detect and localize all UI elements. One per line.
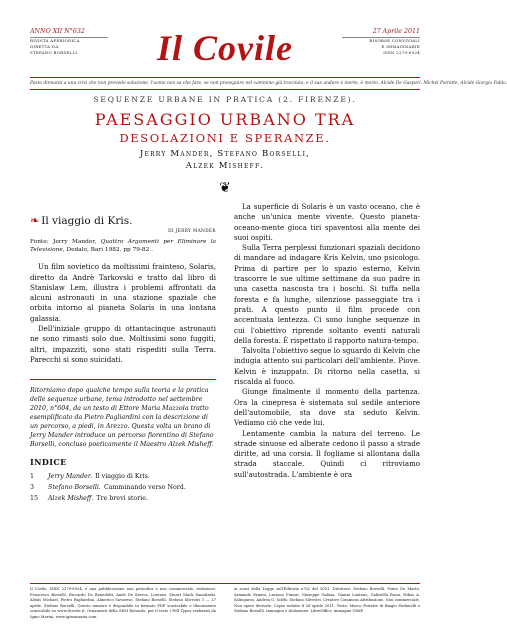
headline-line1: PAESAGGIO URBANO TRA [94, 110, 356, 129]
paragraph: Talvolta l'obiettivo segue lo sguardo di Kelvin che indugia attento sui particolari dell'ambiente. Piove. Kelvin è inzuppato. Di ritorno nella casetta, si riscalda al fuoco. [234, 346, 420, 387]
index-item[interactable] [30, 471, 216, 482]
right-column [234, 202, 420, 548]
index-author: Alzek Misheff. [48, 494, 94, 502]
motto-divider [30, 89, 420, 90]
masthead-right-line: RISORSE CONVIVIALI [369, 38, 420, 43]
left-column [30, 202, 216, 548]
index-item[interactable] [30, 482, 216, 493]
masthead [30, 28, 420, 74]
masthead-divider [30, 77, 420, 78]
paragraph: Dell'iniziale gruppo di ottantacinque astronauti ne sono rimasti solo due. Moltissimi sono fuggiti, altri, impazziti, sono stati rispediti sulla Terra. Parecchi si sono suicidati. [30, 324, 216, 364]
paragraph: Giunge finalmente il momento della partenza. Ora la cinepresa è sistemata sul sedile anteriore dell'automobile, sta dove sta seduto Kelvin. Vediamo ciò che vede lui. [234, 387, 420, 428]
masthead-left-line: STEFANO BORSELLI [30, 50, 78, 55]
masthead-left-line: RIVISTA APERIODICA [30, 38, 80, 43]
index-page: 3 [30, 483, 35, 491]
paragraph: Sulla Terra perplessi funzionari spaziali decidono di mandare ad indagare Kris Kelvin, uno psicologo. Prima di partire per lo spazio esterno, Kelvin trascorre le sue ultime settimane da suo padre in una casetta nascosta tra i boschi. Si tuffa nella foresta e fa lunghe, silenziose passeggiate tra i prati. A questo punto il film procede con accentuata lentezza. Ci sono lunghe sequenze in cui l'obiettivo riprende soltanto eventi naturali della foresta. È rispettato il rapporto natura-tempo. [234, 243, 420, 345]
paragraph: La superficie di Solaris è un vasto oceano, che è anche un'unica mente vivente. Questo pianeta-oceano-mente gioca tiri spaventosi alla mente dei suoi ospiti. [234, 202, 420, 242]
index-author: Jerry Mander. [48, 472, 93, 480]
colophon-right: ai sensi della Legge sull'Editoria n°62 del 2001. Direttore: Stefano Borselli. Ponte De Marte, Armando Ermini, Luciano Funari, Giuseppe Gulizia, Gianni Lontano, Gabriella Rossi, Nikos A. Salingaros, Andrea G. Sciffo, Stefano Silvestri. Creative Commons Attribuzione. Non commerciale. Non opere derivate. Copia redatto il 26 aprile 2011. Testo: Marco Poirette di Biagio Stefanelli e Stefano Borselli. Immagini e titolazione: LibreOffice, immagini GIMP. [234, 587, 420, 614]
index-heading: INDICE [30, 457, 67, 468]
article-columns [30, 202, 420, 548]
article-source [30, 238, 216, 254]
colophon-left: Il Covile, ISSN 2279-6924, è una pubblicazione non periodica e non commerciale, redazione: Francesco Borselli, Riccardo De Benedetti, Aude De Kerros, Lorenzo, Stuart Mack Samulaski, Alexis Michael, Pietro Pagliardini, Almerico Savarese, Stefano Borselli. Stefano Silvestri 1 — 27 aprile. Stefano Borselli. Questo numero è disponibile in formato PDF scaricabile e liberamente scaricabile su www.ilcovile.it. Ornamenti della SEM Rotondo, per il testo i Fell Types realizzati da Igino Marini, www.iginomarini.com. [30, 587, 216, 619]
source-suffix: , Dedalo, Bari 1982. pp 79-82 . [62, 247, 153, 254]
index-item[interactable] [30, 493, 216, 504]
authors [30, 148, 420, 172]
index-text: Camminando verso Nord. [103, 483, 186, 491]
masthead-right-line: E IMMAGINARIE [381, 44, 420, 49]
source-book: Quattro Argomenti per Eliminare la Televisione [30, 239, 217, 254]
paragraph: Lentamente cambia la natura del terreno. Le strade sinuose ed alberate cedono il passo a strade diritte, ad una corsia. Il fogliame si allontana dalla strada staccale. Quindi ci ritroviamo sull'autostrada. L'ambiente è ora [234, 428, 420, 479]
motto: Posto dinnanzi a una crisi che non prevede soluzione, l'uomo non sa che fare, se non proseguire nel cammino già tracciato, e il suo andare è inerte, è morto. Alcide De Gasperi. Michel Poirette, Alcide Giorgio Pablo. [30, 81, 507, 86]
masthead-right [342, 28, 420, 56]
index-author: Stefano Borselli. [48, 483, 101, 491]
source-prefix: Fonte: Jerry Mander, [30, 239, 101, 246]
bird-ornament-icon: ❧ [30, 214, 40, 227]
authors-line: Jerry Mander, Stefano Borselli, [139, 149, 311, 159]
masthead-left-line: DIRETTA DA [30, 44, 59, 49]
article-title-text: Il viaggio di Kris. [41, 215, 133, 227]
editorial-note: Ritorniamo dopo qualche tempo sulla teoria e la pratica delle sequenze urbane, tema introdotto nel settembre 2010, n°604, da un testo di Ettore Maria Mazzola tratto esemplificato da Pietro Pagliardini con la descrizione di un percorso, a piedi, in Arezzo. Questa volta un brano di Jerry Mander introduce un percorso fiorentino di Stefano Borselli, concluso poeticamente il Maestro Alzek Misheff. [30, 387, 214, 449]
paragraph: Un film sovietico da moltissimi frainteso, Solaris, diretto da Andrè Tarkovski e tratto dal libro di Stanislaw Lem, illustra i problemi affrontati da alcuni astronauti in una stazione spaziale che orbita intorno al pianeta Solaris in una lontana galassia. [30, 262, 216, 323]
index-list [30, 471, 216, 504]
article-byline: DI JERRY MANDER [168, 228, 216, 233]
index-page: 15 [30, 494, 39, 502]
index-text: Il viaggio di Kris. [95, 472, 150, 480]
issue-date: 27 Aprile 2011 [372, 28, 420, 35]
index-text: Tre brevi storie. [96, 494, 148, 502]
headline-line2: DESOLAZIONI E SPERANZE. [119, 131, 331, 145]
masthead-left [30, 28, 108, 56]
journal-title: Il Covile [157, 28, 293, 68]
authors-line: Alzek Misheff. [185, 161, 265, 171]
issue-number: ANNO XII N°632 [30, 28, 85, 35]
fleuron-ornament-icon: ❦ [219, 180, 231, 196]
colophon [30, 583, 420, 621]
editorial-box [30, 379, 216, 503]
masthead-right-line: ISSN 2279-6924 [383, 50, 420, 55]
index-page: 1 [30, 472, 35, 480]
section-kicker: SEQUENZE URBANE IN PRATICA (2. FIRENZE). [93, 95, 357, 104]
